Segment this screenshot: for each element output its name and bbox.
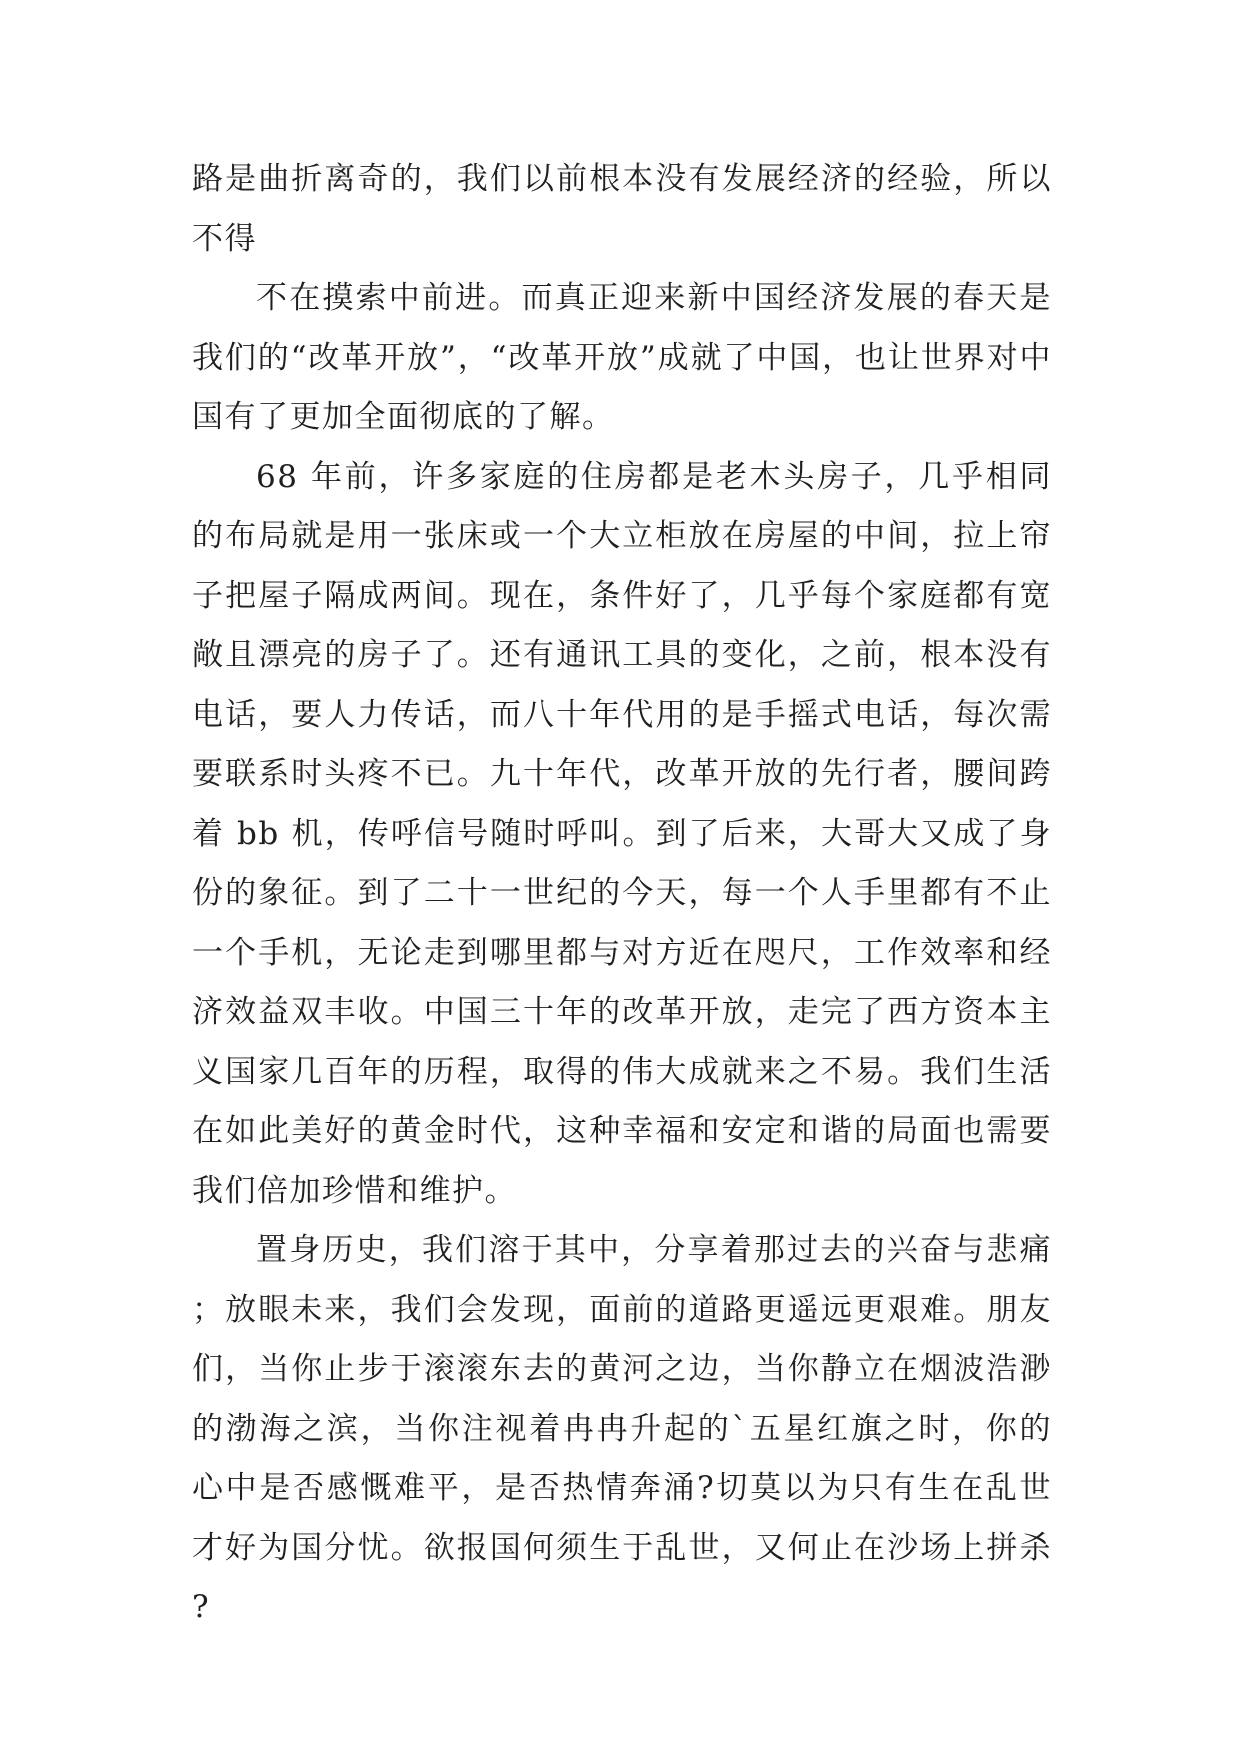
paragraph-1: 路是曲折离奇的，我们以前根本没有发展经济的经验，所以不得 — [192, 161, 1052, 257]
paragraph-4: 置身历史，我们溶于其中，分享着那过去的兴奋与悲痛；放眼未来，我们会发现，面前的道路更遥远更艰难。朋友们，当你止步于滚滚东去的黄河之边，当你静立在烟波浩渺的渤海之滨，当你注视着冉冉升起的`五星红旗之时，你的心中是否感慨难平，是否热情奔涌?切莫以为只有生在乱世才好为国分忧。欲报国何须生于乱世，又何止在沙场上拼杀? — [192, 1232, 1052, 1625]
paragraph-3: 68 年前，许多家庭的住房都是老木头房子，几乎相同的布局就是用一张床或一个大立柜放在房屋的中间，拉上帘子把屋子隔成两间。现在，条件好了，几乎每个家庭都有宽敞且漂亮的房子了。还有通讯工具的变化，之前，根本没有电话，要人力传话，而八十年代用的是手摇式电话，每次需要联系时头疼不已。九十年代，改革开放的先行者，腰间跨着 bb 机，传呼信号随时呼叫。到了后来，大哥大又成了身份的象征。到了二十一世纪的今天，每一个人手里都有不止一个手机，无论走到哪里都与对方近在咫尺，工作效率和经济效益双丰收。中国三十年的改革开放，走完了西方资本主义国家几百年的历程，取得的伟大成就来之不易。我们生活在如此美好的黄金时代，这种幸福和安定和谐的局面也需要我们倍加珍惜和维护。 — [192, 458, 1052, 1209]
document-body — [192, 150, 1052, 1638]
paragraph-2: 不在摸索中前进。而真正迎来新中国经济发展的春天是我们的“改革开放”，“改革开放”成就了中国，也让世界对中国有了更加全面彻底的了解。 — [192, 280, 1052, 435]
